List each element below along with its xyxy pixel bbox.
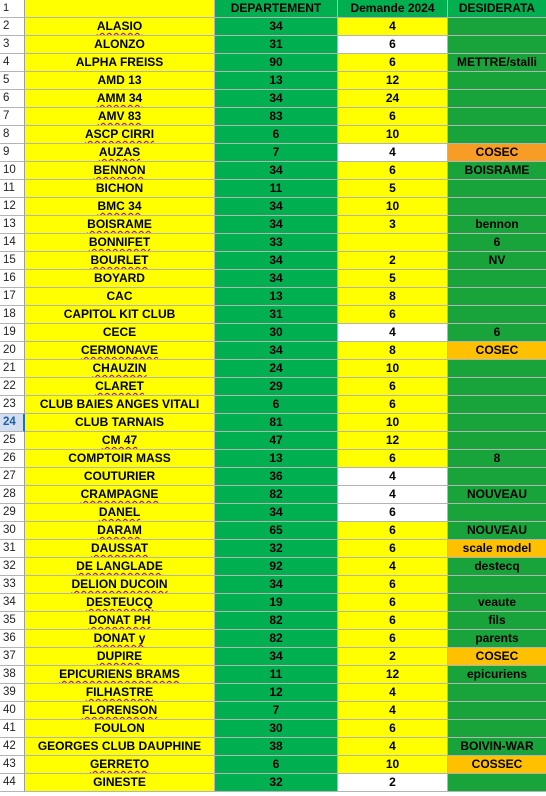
- cell-name[interactable]: FLORENSON: [25, 702, 215, 720]
- cell-demande-2024[interactable]: 5: [338, 270, 448, 288]
- cell-desiderata[interactable]: [448, 468, 546, 486]
- row-number[interactable]: 28: [0, 486, 25, 504]
- cell-demande-2024[interactable]: 10: [338, 198, 448, 216]
- cell-demande-2024[interactable]: 6: [338, 108, 448, 126]
- cell-name[interactable]: BMC 34: [25, 198, 215, 216]
- table-row[interactable]: [0, 342, 546, 360]
- table-row[interactable]: [0, 648, 546, 666]
- cell-demande-2024[interactable]: 6: [338, 378, 448, 396]
- row-number[interactable]: 34: [0, 594, 25, 612]
- table-row[interactable]: [0, 522, 546, 540]
- cell-demande-2024[interactable]: 6: [338, 162, 448, 180]
- cell-demande-2024[interactable]: 4: [338, 558, 448, 576]
- table-row[interactable]: [0, 684, 546, 702]
- cell-demande-2024[interactable]: 8: [338, 288, 448, 306]
- cell-departement[interactable]: 34: [215, 270, 338, 288]
- cell-desiderata[interactable]: BOISRAME: [448, 162, 546, 180]
- row-number[interactable]: 30: [0, 522, 25, 540]
- cell-desiderata[interactable]: NOUVEAU: [448, 486, 546, 504]
- cell-departement[interactable]: 81: [215, 414, 338, 432]
- row-number[interactable]: 11: [0, 180, 25, 198]
- table-row[interactable]: [0, 126, 546, 144]
- cell-demande-2024[interactable]: 4: [338, 702, 448, 720]
- row-number[interactable]: 5: [0, 72, 25, 90]
- header-cell-name[interactable]: [25, 0, 215, 18]
- cell-desiderata[interactable]: [448, 360, 546, 378]
- cell-name[interactable]: CHAUZIN: [25, 360, 215, 378]
- cell-name[interactable]: CLUB BAIES ANGES VITALI: [25, 396, 215, 414]
- row-number[interactable]: 17: [0, 288, 25, 306]
- table-row[interactable]: [0, 72, 546, 90]
- cell-desiderata[interactable]: [448, 504, 546, 522]
- cell-desiderata[interactable]: fils: [448, 612, 546, 630]
- cell-name[interactable]: BOURLET: [25, 252, 215, 270]
- table-row[interactable]: [0, 108, 546, 126]
- cell-name[interactable]: COUTURIER: [25, 468, 215, 486]
- cell-demande-2024[interactable]: 3: [338, 216, 448, 234]
- cell-demande-2024[interactable]: 4: [338, 468, 448, 486]
- cell-name[interactable]: GEORGES CLUB DAUPHINE: [25, 738, 215, 756]
- table-row[interactable]: [0, 288, 546, 306]
- table-row[interactable]: [0, 450, 546, 468]
- cell-desiderata[interactable]: [448, 108, 546, 126]
- row-number[interactable]: 40: [0, 702, 25, 720]
- row-number[interactable]: 10: [0, 162, 25, 180]
- cell-name[interactable]: AMM 34: [25, 90, 215, 108]
- cell-demande-2024[interactable]: 10: [338, 360, 448, 378]
- table-row[interactable]: [0, 612, 546, 630]
- cell-departement[interactable]: 7: [215, 144, 338, 162]
- cell-demande-2024[interactable]: 6: [338, 576, 448, 594]
- cell-name[interactable]: CERMONAVE: [25, 342, 215, 360]
- cell-demande-2024[interactable]: 24: [338, 90, 448, 108]
- table-row[interactable]: [0, 54, 546, 72]
- cell-departement[interactable]: 92: [215, 558, 338, 576]
- cell-name[interactable]: CAC: [25, 288, 215, 306]
- cell-departement[interactable]: 31: [215, 306, 338, 324]
- row-number[interactable]: 23: [0, 396, 25, 414]
- row-number[interactable]: 24: [0, 414, 25, 432]
- cell-demande-2024[interactable]: 8: [338, 342, 448, 360]
- row-number[interactable]: 35: [0, 612, 25, 630]
- cell-name[interactable]: CM 47: [25, 432, 215, 450]
- cell-departement[interactable]: 6: [215, 396, 338, 414]
- cell-departement[interactable]: 38: [215, 738, 338, 756]
- cell-departement[interactable]: 32: [215, 540, 338, 558]
- table-row[interactable]: [0, 774, 546, 792]
- data-rows: [0, 18, 546, 792]
- cell-departement[interactable]: 34: [215, 162, 338, 180]
- cell-departement[interactable]: 13: [215, 450, 338, 468]
- cell-desiderata[interactable]: [448, 288, 546, 306]
- cell-desiderata[interactable]: NOUVEAU: [448, 522, 546, 540]
- cell-desiderata[interactable]: [448, 414, 546, 432]
- table-row[interactable]: [0, 396, 546, 414]
- cell-departement[interactable]: 34: [215, 342, 338, 360]
- table-row[interactable]: [0, 252, 546, 270]
- cell-departement[interactable]: 6: [215, 756, 338, 774]
- cell-demande-2024[interactable]: 12: [338, 432, 448, 450]
- table-row[interactable]: [0, 198, 546, 216]
- cell-departement[interactable]: 34: [215, 216, 338, 234]
- cell-desiderata[interactable]: [448, 720, 546, 738]
- cell-desiderata[interactable]: 6: [448, 324, 546, 342]
- cell-departement[interactable]: 47: [215, 432, 338, 450]
- cell-departement[interactable]: 30: [215, 324, 338, 342]
- row-number[interactable]: 38: [0, 666, 25, 684]
- row-number[interactable]: 22: [0, 378, 25, 396]
- cell-departement[interactable]: 13: [215, 288, 338, 306]
- cell-demande-2024[interactable]: 4: [338, 18, 448, 36]
- cell-name[interactable]: BENNON: [25, 162, 215, 180]
- cell-demande-2024[interactable]: 4: [338, 684, 448, 702]
- cell-name[interactable]: DE LANGLADE: [25, 558, 215, 576]
- cell-demande-2024[interactable]: 6: [338, 540, 448, 558]
- table-row[interactable]: [0, 486, 546, 504]
- cell-desiderata[interactable]: [448, 684, 546, 702]
- cell-name[interactable]: FILHASTRE: [25, 684, 215, 702]
- table-row[interactable]: [0, 90, 546, 108]
- cell-desiderata[interactable]: 6: [448, 234, 546, 252]
- row-number[interactable]: 14: [0, 234, 25, 252]
- row-number[interactable]: 16: [0, 270, 25, 288]
- table-row[interactable]: [0, 18, 546, 36]
- cell-name[interactable]: DARAM: [25, 522, 215, 540]
- cell-name[interactable]: GINESTE: [25, 774, 215, 792]
- cell-desiderata[interactable]: bennon: [448, 216, 546, 234]
- cell-name[interactable]: ALONZO: [25, 36, 215, 54]
- row-number[interactable]: 26: [0, 450, 25, 468]
- row-number[interactable]: 37: [0, 648, 25, 666]
- cell-desiderata[interactable]: [448, 774, 546, 792]
- cell-desiderata[interactable]: 8: [448, 450, 546, 468]
- cell-desiderata[interactable]: [448, 180, 546, 198]
- cell-desiderata[interactable]: [448, 126, 546, 144]
- row-number[interactable]: 36: [0, 630, 25, 648]
- row-number[interactable]: 19: [0, 324, 25, 342]
- cell-desiderata[interactable]: COSSEC: [448, 756, 546, 774]
- cell-desiderata[interactable]: [448, 378, 546, 396]
- row-number[interactable]: 42: [0, 738, 25, 756]
- cell-demande-2024[interactable]: 6: [338, 504, 448, 522]
- cell-name[interactable]: EPICURIENS BRAMS: [25, 666, 215, 684]
- cell-desiderata[interactable]: [448, 432, 546, 450]
- table-row[interactable]: [0, 180, 546, 198]
- cell-desiderata[interactable]: NV: [448, 252, 546, 270]
- row-number[interactable]: 2: [0, 18, 25, 36]
- row-number[interactable]: 25: [0, 432, 25, 450]
- row-number[interactable]: 12: [0, 198, 25, 216]
- cell-name[interactable]: AUZAS: [25, 144, 215, 162]
- table-row[interactable]: [0, 540, 546, 558]
- table-row[interactable]: [0, 324, 546, 342]
- row-number[interactable]: 9: [0, 144, 25, 162]
- cell-departement[interactable]: 34: [215, 90, 338, 108]
- cell-demande-2024[interactable]: 6: [338, 36, 448, 54]
- row-number[interactable]: 15: [0, 252, 25, 270]
- row-number[interactable]: 21: [0, 360, 25, 378]
- cell-desiderata[interactable]: epicuriens: [448, 666, 546, 684]
- table-row[interactable]: [0, 468, 546, 486]
- cell-demande-2024[interactable]: 6: [338, 396, 448, 414]
- table-row[interactable]: [0, 720, 546, 738]
- row-number[interactable]: 8: [0, 126, 25, 144]
- cell-demande-2024[interactable]: [338, 234, 448, 252]
- cell-departement[interactable]: 36: [215, 468, 338, 486]
- table-row[interactable]: [0, 756, 546, 774]
- cell-demande-2024[interactable]: 6: [338, 522, 448, 540]
- table-row[interactable]: [0, 270, 546, 288]
- cell-departement[interactable]: 11: [215, 180, 338, 198]
- table-row[interactable]: [0, 432, 546, 450]
- cell-name[interactable]: DONAT PH: [25, 612, 215, 630]
- cell-name[interactable]: DANEL: [25, 504, 215, 522]
- row-number[interactable]: 41: [0, 720, 25, 738]
- cell-name[interactable]: ALASIO: [25, 18, 215, 36]
- cell-demande-2024[interactable]: 2: [338, 648, 448, 666]
- row-number[interactable]: 31: [0, 540, 25, 558]
- row-number[interactable]: 18: [0, 306, 25, 324]
- header-row[interactable]: [0, 0, 546, 18]
- cell-name[interactable]: DONAT y: [25, 630, 215, 648]
- table-row[interactable]: [0, 414, 546, 432]
- cell-desiderata[interactable]: [448, 576, 546, 594]
- row-number[interactable]: 6: [0, 90, 25, 108]
- table-row[interactable]: [0, 144, 546, 162]
- cell-desiderata[interactable]: [448, 198, 546, 216]
- cell-departement[interactable]: 90: [215, 54, 338, 72]
- header-cell-demande-2024[interactable]: Demande 2024: [338, 0, 448, 18]
- cell-desiderata[interactable]: scale model: [448, 540, 546, 558]
- cell-name[interactable]: BOYARD: [25, 270, 215, 288]
- row-number[interactable]: 13: [0, 216, 25, 234]
- row-number[interactable]: 32: [0, 558, 25, 576]
- cell-departement[interactable]: 32: [215, 774, 338, 792]
- cell-name[interactable]: CECE: [25, 324, 215, 342]
- cell-demande-2024[interactable]: 6: [338, 54, 448, 72]
- table-row[interactable]: [0, 738, 546, 756]
- cell-departement[interactable]: 34: [215, 504, 338, 522]
- row-number[interactable]: 44: [0, 774, 25, 792]
- table-row[interactable]: [0, 702, 546, 720]
- cell-departement[interactable]: 82: [215, 612, 338, 630]
- cell-name[interactable]: CRAMPAGNE: [25, 486, 215, 504]
- table-row[interactable]: [0, 360, 546, 378]
- cell-departement[interactable]: 12: [215, 684, 338, 702]
- row-number[interactable]: 20: [0, 342, 25, 360]
- cell-desiderata[interactable]: [448, 396, 546, 414]
- row-number[interactable]: 29: [0, 504, 25, 522]
- cell-name[interactable]: DUPIRE: [25, 648, 215, 666]
- table-row[interactable]: [0, 234, 546, 252]
- table-row[interactable]: [0, 558, 546, 576]
- cell-desiderata[interactable]: METTRE/stalli: [448, 54, 546, 72]
- cell-name[interactable]: BICHON: [25, 180, 215, 198]
- cell-demande-2024[interactable]: 6: [338, 594, 448, 612]
- cell-departement[interactable]: 31: [215, 36, 338, 54]
- cell-demande-2024[interactable]: 12: [338, 72, 448, 90]
- cell-name[interactable]: CAPITOL KIT CLUB: [25, 306, 215, 324]
- table-row[interactable]: [0, 594, 546, 612]
- cell-desiderata[interactable]: veaute: [448, 594, 546, 612]
- cell-demande-2024[interactable]: 4: [338, 144, 448, 162]
- table-row[interactable]: [0, 576, 546, 594]
- cell-name[interactable]: CLARET: [25, 378, 215, 396]
- header-cell-departement[interactable]: DEPARTEMENT: [215, 0, 338, 18]
- cell-name[interactable]: GERRETO: [25, 756, 215, 774]
- cell-departement[interactable]: 11: [215, 666, 338, 684]
- cell-demande-2024[interactable]: 4: [338, 486, 448, 504]
- table-row[interactable]: [0, 666, 546, 684]
- row-number[interactable]: 7: [0, 108, 25, 126]
- cell-desiderata[interactable]: COSEC: [448, 648, 546, 666]
- cell-departement[interactable]: 19: [215, 594, 338, 612]
- row-number[interactable]: 4: [0, 54, 25, 72]
- cell-departement[interactable]: 6: [215, 126, 338, 144]
- cell-name[interactable]: DAUSSAT: [25, 540, 215, 558]
- cell-name[interactable]: BOISRAME: [25, 216, 215, 234]
- cell-desiderata[interactable]: COSEC: [448, 342, 546, 360]
- cell-demande-2024[interactable]: 4: [338, 738, 448, 756]
- cell-demande-2024[interactable]: 2: [338, 252, 448, 270]
- cell-departement[interactable]: 29: [215, 378, 338, 396]
- cell-desiderata[interactable]: [448, 36, 546, 54]
- cell-departement[interactable]: 34: [215, 576, 338, 594]
- table-row[interactable]: [0, 216, 546, 234]
- cell-departement[interactable]: 65: [215, 522, 338, 540]
- table-row[interactable]: [0, 36, 546, 54]
- cell-demande-2024[interactable]: 6: [338, 720, 448, 738]
- cell-demande-2024[interactable]: 5: [338, 180, 448, 198]
- cell-name[interactable]: DESTEUCQ: [25, 594, 215, 612]
- cell-name[interactable]: ALPHA FREISS: [25, 54, 215, 72]
- cell-desiderata[interactable]: parents: [448, 630, 546, 648]
- row-number[interactable]: 27: [0, 468, 25, 486]
- cell-departement[interactable]: 82: [215, 630, 338, 648]
- cell-departement[interactable]: 34: [215, 252, 338, 270]
- cell-demande-2024[interactable]: 12: [338, 666, 448, 684]
- cell-departement[interactable]: 82: [215, 486, 338, 504]
- cell-name[interactable]: AMV 83: [25, 108, 215, 126]
- cell-departement[interactable]: 30: [215, 720, 338, 738]
- cell-name[interactable]: DELION DUCOIN: [25, 576, 215, 594]
- cell-name[interactable]: CLUB TARNAIS: [25, 414, 215, 432]
- cell-demande-2024[interactable]: 10: [338, 756, 448, 774]
- cell-desiderata[interactable]: [448, 18, 546, 36]
- row-number[interactable]: 43: [0, 756, 25, 774]
- cell-demande-2024[interactable]: 6: [338, 612, 448, 630]
- cell-desiderata[interactable]: [448, 702, 546, 720]
- cell-name[interactable]: FOULON: [25, 720, 215, 738]
- cell-name[interactable]: COMPTOIR MASS: [25, 450, 215, 468]
- row-number[interactable]: 3: [0, 36, 25, 54]
- row-number[interactable]: 39: [0, 684, 25, 702]
- cell-demande-2024[interactable]: 6: [338, 450, 448, 468]
- cell-desiderata[interactable]: [448, 72, 546, 90]
- table-row[interactable]: [0, 378, 546, 396]
- cell-name[interactable]: BONNIFET: [25, 234, 215, 252]
- cell-demande-2024[interactable]: 6: [338, 306, 448, 324]
- table-row[interactable]: [0, 504, 546, 522]
- cell-desiderata[interactable]: [448, 270, 546, 288]
- cell-name[interactable]: ASCP CIRRI: [25, 126, 215, 144]
- cell-desiderata[interactable]: COSEC: [448, 144, 546, 162]
- cell-desiderata[interactable]: destecq: [448, 558, 546, 576]
- cell-departement[interactable]: 34: [215, 198, 338, 216]
- cell-departement[interactable]: 34: [215, 648, 338, 666]
- row-number[interactable]: 33: [0, 576, 25, 594]
- cell-demande-2024[interactable]: 2: [338, 774, 448, 792]
- row-number[interactable]: 1: [0, 0, 25, 18]
- cell-desiderata[interactable]: BOIVIN-WAR: [448, 738, 546, 756]
- cell-desiderata[interactable]: [448, 90, 546, 108]
- cell-departement[interactable]: 13: [215, 72, 338, 90]
- cell-desiderata[interactable]: [448, 306, 546, 324]
- cell-departement[interactable]: 7: [215, 702, 338, 720]
- cell-demande-2024[interactable]: 6: [338, 630, 448, 648]
- cell-departement[interactable]: 24: [215, 360, 338, 378]
- table-row[interactable]: [0, 162, 546, 180]
- cell-departement[interactable]: 34: [215, 18, 338, 36]
- header-cell-desiderata[interactable]: DESIDERATA: [448, 0, 546, 18]
- cell-demande-2024[interactable]: 4: [338, 324, 448, 342]
- cell-departement[interactable]: 83: [215, 108, 338, 126]
- table-row[interactable]: [0, 630, 546, 648]
- cell-demande-2024[interactable]: 10: [338, 414, 448, 432]
- cell-departement[interactable]: 33: [215, 234, 338, 252]
- cell-demande-2024[interactable]: 10: [338, 126, 448, 144]
- table-row[interactable]: [0, 306, 546, 324]
- cell-name[interactable]: AMD 13: [25, 72, 215, 90]
